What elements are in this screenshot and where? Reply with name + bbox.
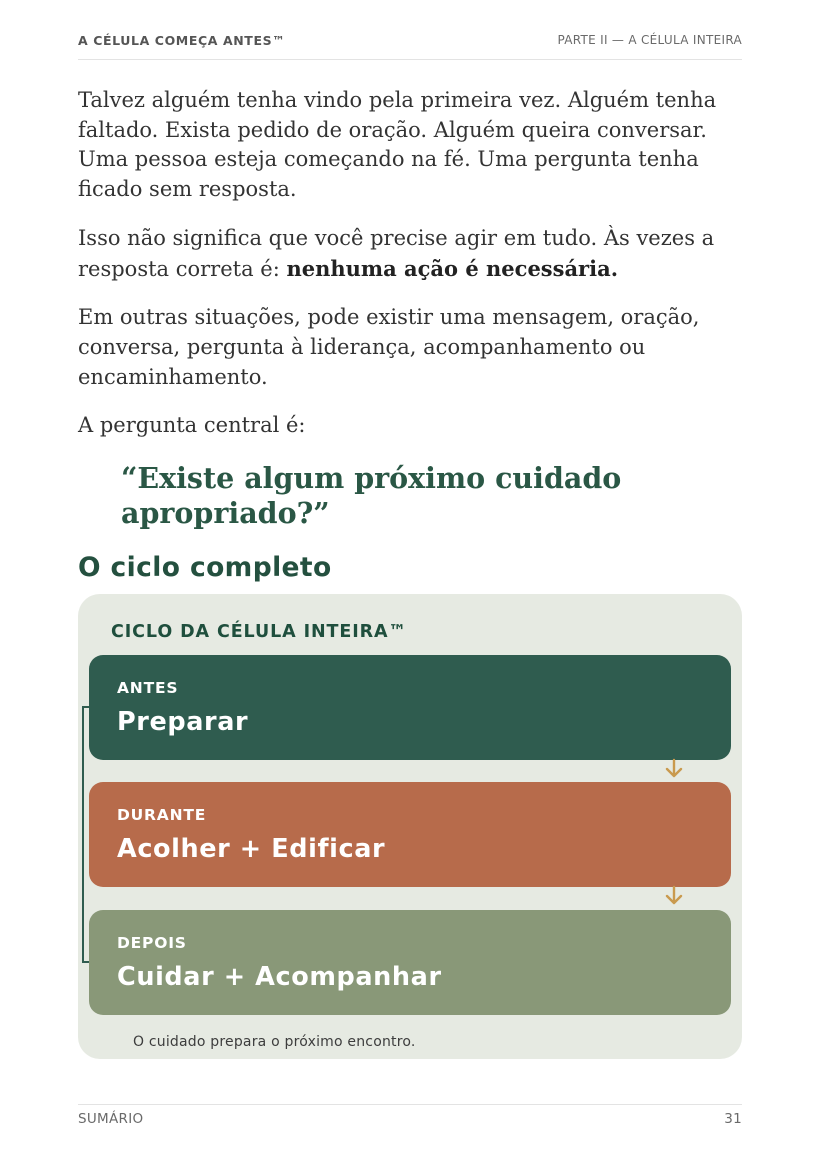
header-section-title: PARTE II — A CÉLULA INTEIRA: [557, 33, 742, 47]
cycle-diagram: [78, 594, 742, 1059]
header-book-title: A CÉLULA COMEÇA ANTES™: [78, 33, 286, 48]
stage-name: Cuidar + Acompanhar: [117, 962, 442, 992]
paragraph-2-text: Isso não significa que você precise agir em tudo. Às vezes a resposta correta é:: [78, 225, 715, 281]
running-footer: [78, 1104, 742, 1127]
stage-label: DEPOIS: [117, 934, 187, 952]
stage-label: ANTES: [117, 679, 179, 697]
cycle-title: CICLO DA CÉLULA INTEIRA™: [111, 622, 407, 642]
highlight-quote: “Existe algum próximo cuidado apropriado?”: [121, 461, 622, 531]
stage-name: Acolher + Edificar: [117, 834, 386, 864]
down-arrow-icon: [663, 885, 685, 907]
stage-durante: [89, 782, 731, 887]
paragraph-2: [78, 224, 742, 284]
stage-antes: [89, 655, 731, 760]
main-content: [78, 86, 742, 585]
section-heading: O ciclo completo: [78, 552, 332, 584]
stage-label: DURANTE: [117, 806, 207, 824]
paragraph-4: A pergunta central é:: [78, 413, 306, 438]
paragraph-1: Talvez alguém tenha vindo pela primeira vez. Alguém tenha faltado. Exista pedido de oração. Alguém queira conversar. Uma pessoa esteja começando na fé. Uma pergunta tenha ficado sem resposta.: [78, 88, 717, 202]
stage-depois: [89, 910, 731, 1015]
running-header: [78, 33, 742, 60]
paragraph-2-emphasis: nenhuma ação é necessária.: [286, 255, 619, 281]
page-number: 31: [724, 1111, 742, 1127]
paragraph-3: Em outras situações, pode existir uma mensagem, oração, conversa, pergunta à liderança, acompanhamento ou encaminhamento.: [78, 305, 700, 389]
table-of-contents-link[interactable]: SUMÁRIO: [78, 1111, 144, 1127]
cycle-caption: O cuidado prepara o próximo encontro.: [133, 1034, 416, 1050]
down-arrow-icon: [663, 758, 685, 780]
stage-name: Preparar: [117, 707, 249, 737]
